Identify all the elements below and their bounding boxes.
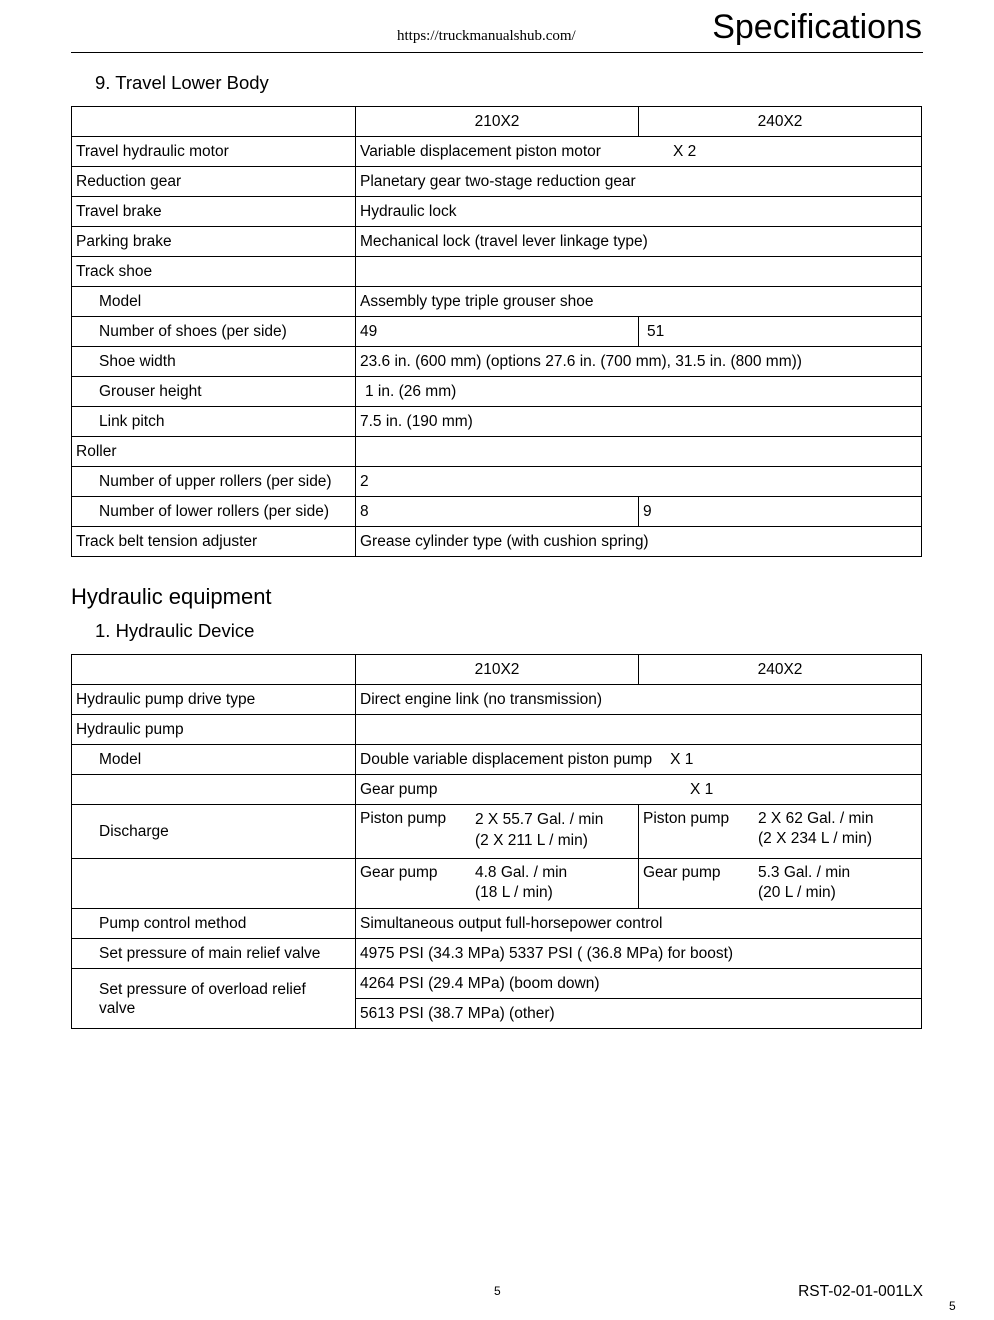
row-value: 5613 PSI (38.7 MPa) (other) xyxy=(356,999,922,1029)
discharge-gal: 4.8 Gal. / min xyxy=(475,864,568,881)
row-value-210x2: 49 xyxy=(356,317,639,347)
discharge-values xyxy=(758,809,873,849)
row-value: 4975 PSI (34.3 MPa) 5337 PSI ( (36.8 MPa) for boost) xyxy=(356,939,922,969)
table-row xyxy=(72,317,922,347)
discharge-gal: 2 X 55.7 Gal. / min xyxy=(475,811,604,828)
header-divider xyxy=(71,52,923,53)
row-value-empty xyxy=(356,257,922,287)
row-value-240x2: 9 xyxy=(639,497,922,527)
table-row-discharge-gear xyxy=(72,859,922,909)
row-value: 4264 PSI (29.4 MPa) (boom down) xyxy=(356,969,922,999)
row-label: Model xyxy=(72,745,356,775)
table-row xyxy=(72,137,922,167)
page-number: 5 xyxy=(494,1284,501,1298)
row-label: Roller xyxy=(72,437,356,467)
row-label: Parking brake xyxy=(72,227,356,257)
row-label: Reduction gear xyxy=(72,167,356,197)
row-value: Simultaneous output full-horsepower control xyxy=(356,909,922,939)
pump-model-quantity: X 1 xyxy=(670,751,694,768)
row-label: Track shoe xyxy=(72,257,356,287)
row-label: Number of lower rollers (per side) xyxy=(72,497,356,527)
discharge-liters: (20 L / min) xyxy=(758,884,836,901)
table-cell-empty xyxy=(72,859,356,909)
row-value: Assembly type triple grouser shoe xyxy=(356,287,922,317)
row-label: Set pressure of main relief valve xyxy=(72,939,356,969)
discharge-gear-210x2 xyxy=(356,859,639,909)
table-row xyxy=(72,745,922,775)
table-cell-empty xyxy=(72,775,356,805)
row-value-240x2: 51 xyxy=(639,317,922,347)
table-row xyxy=(72,437,922,467)
table-row xyxy=(72,287,922,317)
row-value: 1 in. (26 mm) xyxy=(356,377,922,407)
row-value: Direct engine link (no transmission) xyxy=(356,685,922,715)
column-header-210x2: 210X2 xyxy=(356,655,639,685)
pump-model: Double variable displacement piston pump xyxy=(360,751,653,768)
gear-pump-quantity: X 1 xyxy=(690,781,714,798)
table-header-row xyxy=(72,107,922,137)
subsection-heading-hydraulic-device: 1. Hydraulic Device xyxy=(95,620,255,641)
row-label: Link pitch xyxy=(72,407,356,437)
section-heading-hydraulic-equipment: Hydraulic equipment xyxy=(71,584,272,609)
row-label: Number of upper rollers (per side) xyxy=(72,467,356,497)
table-row xyxy=(72,969,922,999)
discharge-gal: 2 X 62 Gal. / min xyxy=(758,810,874,827)
table-row xyxy=(72,197,922,227)
pump-type-label: Piston pump xyxy=(360,810,447,827)
row-label: Shoe width xyxy=(72,347,356,377)
row-value: 7.5 in. (190 mm) xyxy=(356,407,922,437)
table-row xyxy=(72,347,922,377)
row-value: 2 xyxy=(356,467,922,497)
row-value: Mechanical lock (travel lever linkage type) xyxy=(356,227,922,257)
header-url: https://truckmanualshub.com/ xyxy=(397,28,576,44)
table-cell-empty xyxy=(72,107,356,137)
row-label: Pump control method xyxy=(72,909,356,939)
row-value: 23.6 in. (600 mm) (options 27.6 in. (700 mm), 31.5 in. (800 mm)) xyxy=(356,347,922,377)
table-row xyxy=(72,257,922,287)
discharge-piston-240x2 xyxy=(639,805,922,859)
pump-type-label: Gear pump xyxy=(643,864,721,881)
row-label: Model xyxy=(72,287,356,317)
motor-quantity: X 2 xyxy=(672,143,697,160)
discharge-piston-210x2 xyxy=(356,805,639,859)
table-header-row xyxy=(72,655,922,685)
table-row xyxy=(72,377,922,407)
column-header-210x2: 210X2 xyxy=(356,107,639,137)
pump-type-label: Gear pump xyxy=(360,864,438,881)
table-row xyxy=(72,909,922,939)
page-title: Specifications xyxy=(712,8,922,46)
table-row xyxy=(72,167,922,197)
row-value xyxy=(356,745,922,775)
row-value-empty xyxy=(356,437,922,467)
discharge-values xyxy=(475,863,567,903)
row-value xyxy=(356,137,922,167)
discharge-gear-240x2 xyxy=(639,859,922,909)
row-label: Track belt tension adjuster xyxy=(72,527,356,557)
table-row xyxy=(72,527,922,557)
column-header-240x2: 240X2 xyxy=(639,655,922,685)
column-header-240x2: 240X2 xyxy=(639,107,922,137)
pump-type-label: Piston pump xyxy=(643,810,730,827)
row-value: Planetary gear two-stage reduction gear xyxy=(356,167,922,197)
row-label: Travel hydraulic motor xyxy=(72,137,356,167)
table-row xyxy=(72,467,922,497)
row-label: Travel brake xyxy=(72,197,356,227)
table-row xyxy=(72,227,922,257)
motor-type: Variable displacement piston motor xyxy=(360,143,601,160)
row-value-empty xyxy=(356,715,922,745)
row-label: Discharge xyxy=(72,805,356,859)
table-cell-empty xyxy=(72,655,356,685)
table-row xyxy=(72,775,922,805)
row-label: Number of shoes (per side) xyxy=(72,317,356,347)
gear-pump-label: Gear pump xyxy=(360,781,438,798)
row-value xyxy=(356,775,922,805)
discharge-gal: 5.3 Gal. / min xyxy=(758,864,851,881)
row-label: Set pressure of overload relief valve xyxy=(72,969,356,1029)
table-row xyxy=(72,407,922,437)
table-row xyxy=(72,685,922,715)
row-label: Hydraulic pump drive type xyxy=(72,685,356,715)
document-code: RST-02-01-001LX xyxy=(798,1283,923,1300)
discharge-liters: (2 X 211 L / min) xyxy=(475,832,588,849)
corner-page-number: 5 xyxy=(949,1299,956,1313)
row-label: Hydraulic pump xyxy=(72,715,356,745)
discharge-liters: (2 X 234 L / min) xyxy=(758,830,873,847)
section-heading-travel-lower-body: 9. Travel Lower Body xyxy=(95,72,269,93)
row-label: Grouser height xyxy=(72,377,356,407)
travel-lower-body-table xyxy=(71,106,922,557)
hydraulic-device-table xyxy=(71,654,922,1029)
discharge-liters: (18 L / min) xyxy=(475,884,553,901)
discharge-values xyxy=(475,809,603,851)
row-value: Hydraulic lock xyxy=(356,197,922,227)
row-value: Grease cylinder type (with cushion spring) xyxy=(356,527,922,557)
table-row xyxy=(72,715,922,745)
row-value-210x2: 8 xyxy=(356,497,639,527)
table-row-discharge-piston xyxy=(72,805,922,859)
table-row xyxy=(72,497,922,527)
table-row xyxy=(72,939,922,969)
discharge-values xyxy=(758,863,850,903)
